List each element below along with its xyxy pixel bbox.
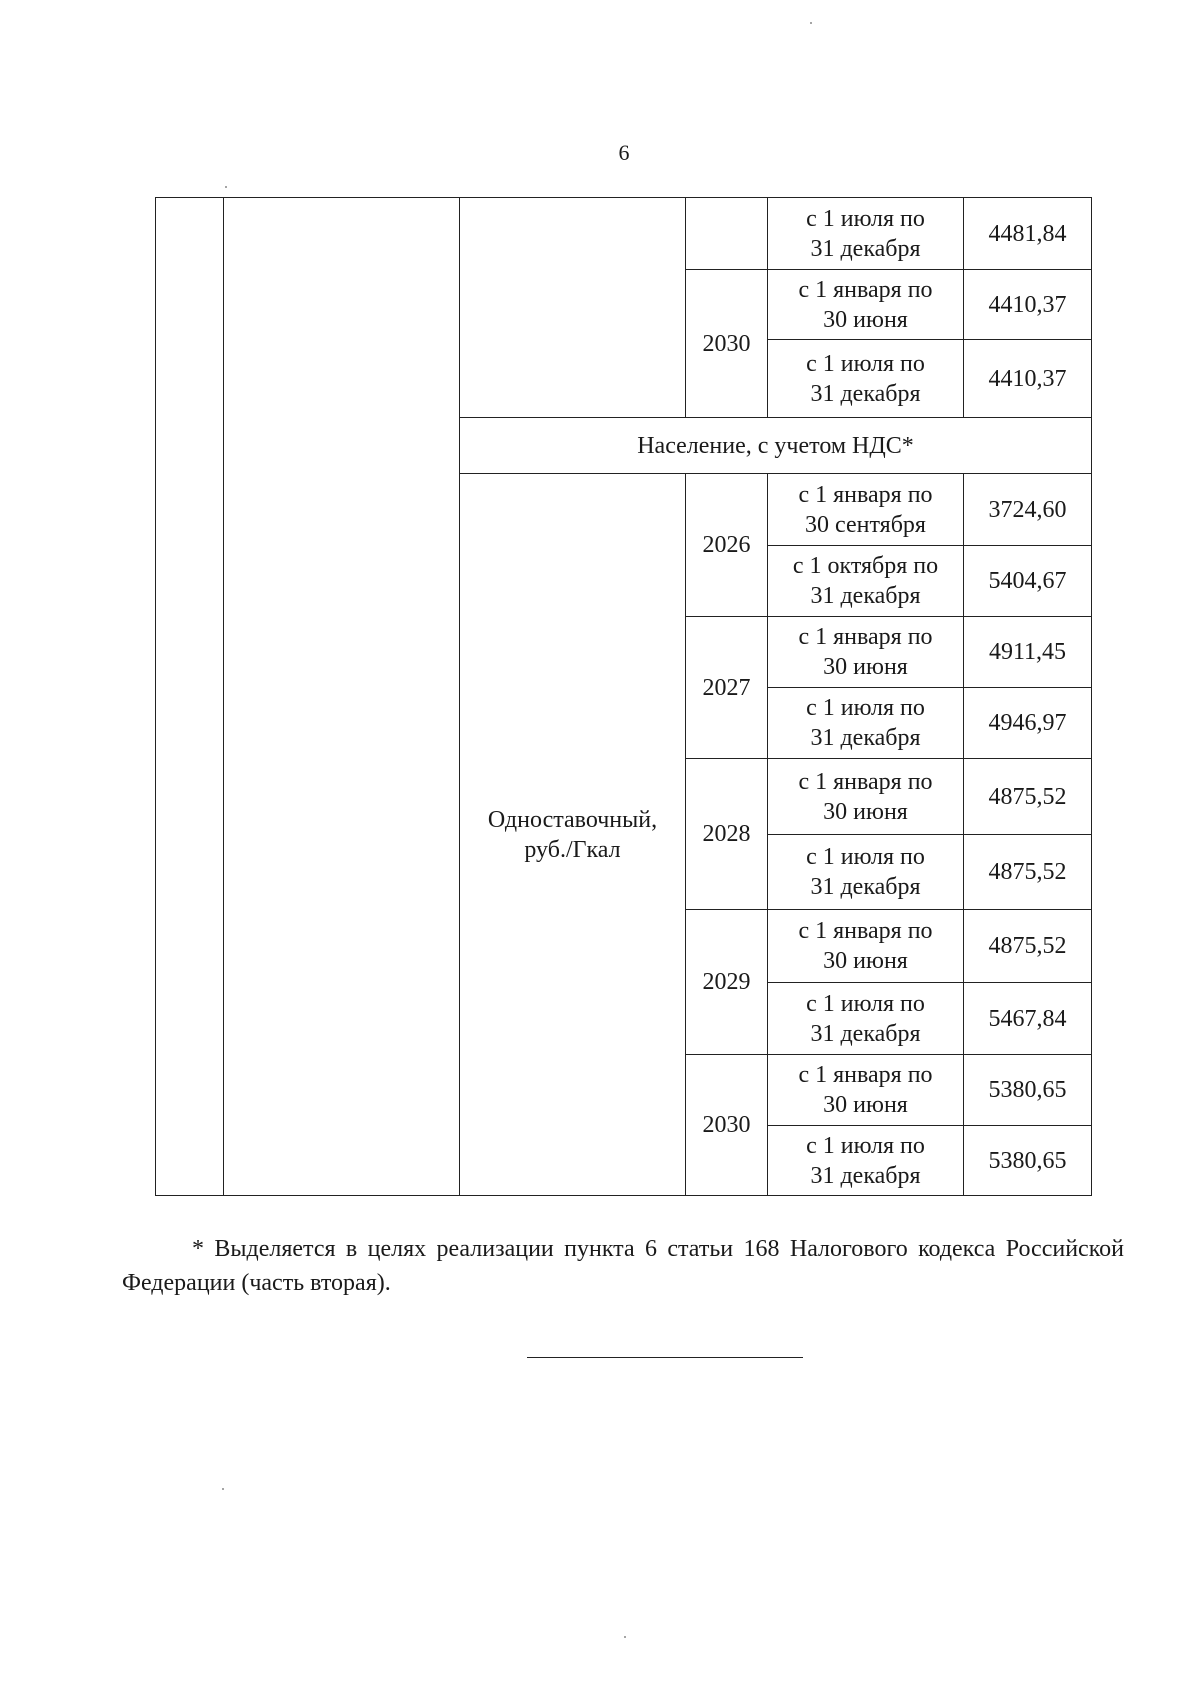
year-cell: 2029 [686,910,768,1055]
period-cell: с 1 июля по 31 декабря [768,983,964,1055]
tariff-value: 5380,65 [964,1126,1092,1196]
period-cell: с 1 июля по 31 декабря [768,198,964,270]
scan-speck [624,1636,626,1638]
tariff-value: 5380,65 [964,1055,1092,1126]
period-cell: с 1 июля по 31 декабря [768,688,964,759]
period-cell: с 1 января по 30 июня [768,759,964,835]
tariff-type-cell: Одноставочный, руб./Гкал [460,474,686,1196]
tariff-value: 3724,60 [964,474,1092,546]
period-cell: с 1 января по 30 сентября [768,474,964,546]
period-cell: с 1 июля по 31 декабря [768,835,964,910]
tariff-value: 5467,84 [964,983,1092,1055]
section-label: Население, с учетом НДС* [460,418,1092,474]
tariff-value: 4875,52 [964,835,1092,910]
year-cell: 2030 [686,270,768,418]
tariff-value: 4875,52 [964,910,1092,983]
column-name-cell [224,198,460,1196]
closing-rule [527,1357,803,1358]
footnote: * Выделяется в целях реализации пункта 6 статьи 168 Налогового кодекса Российской Федерации (часть вторая). [122,1236,1124,1296]
period-cell: с 1 июля по 31 декабря [768,340,964,418]
tariff-value: 5404,67 [964,546,1092,617]
tariff-value: 4410,37 [964,270,1092,340]
tariff-value: 4875,52 [964,759,1092,835]
scan-speck [810,22,812,24]
period-cell: с 1 октября по 31 декабря [768,546,964,617]
tariff-value: 4946,97 [964,688,1092,759]
tariff-table [155,197,1092,1196]
period-cell: с 1 января по 30 июня [768,617,964,688]
year-cell [686,198,768,270]
table-row [156,198,1092,270]
period-cell: с 1 января по 30 июня [768,1055,964,1126]
scan-speck [225,186,227,188]
period-cell: с 1 января по 30 июня [768,910,964,983]
year-cell: 2026 [686,474,768,617]
period-cell: с 1 января по 30 июня [768,270,964,340]
column-number-cell [156,198,224,1196]
year-cell: 2028 [686,759,768,910]
tariff-value: 4911,45 [964,617,1092,688]
tariff-value: 4481,84 [964,198,1092,270]
scan-speck [222,1488,224,1490]
year-cell: 2027 [686,617,768,759]
tariff-value: 4410,37 [964,340,1092,418]
period-cell: с 1 июля по 31 декабря [768,1126,964,1196]
year-cell: 2030 [686,1055,768,1196]
tariff-type-cell-continued [460,198,686,418]
page-number: 6 [618,140,630,165]
